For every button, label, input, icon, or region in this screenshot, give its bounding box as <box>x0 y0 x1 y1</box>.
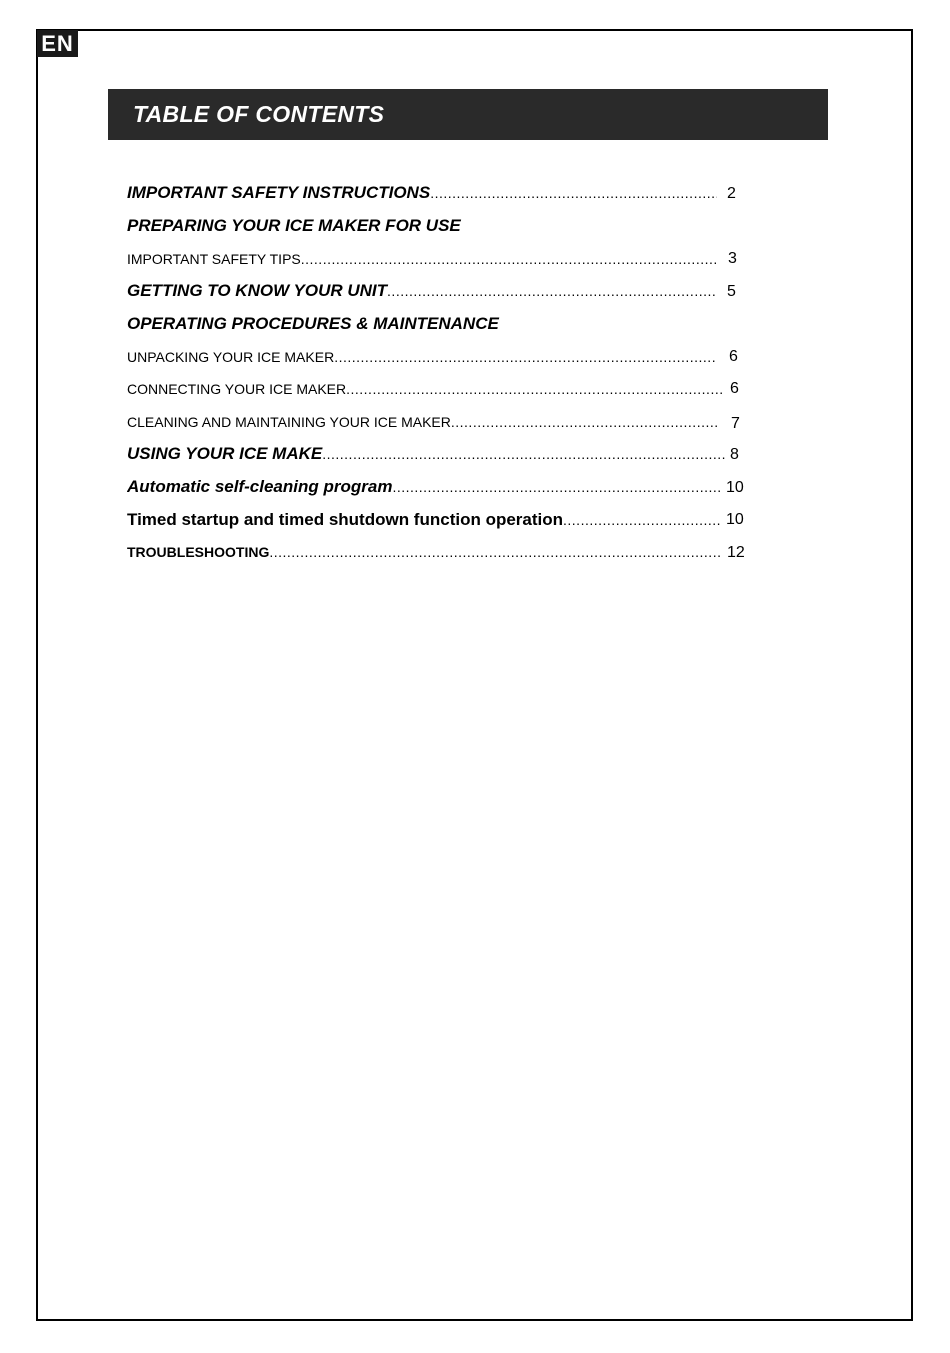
toc-entry-important-safety-instructions[interactable] <box>127 183 717 203</box>
dot-leader <box>430 185 717 201</box>
toc-entry-label: IMPORTANT SAFETY TIPS <box>127 251 301 267</box>
toc-page-number: 6 <box>730 380 739 397</box>
toc-page-number: 5 <box>727 283 736 300</box>
toc-entry-label: CONNECTING YOUR ICE MAKER <box>127 381 347 397</box>
toc-entry-connecting[interactable] <box>127 381 724 397</box>
dot-leader <box>451 414 717 430</box>
toc-page-number: 12 <box>727 544 745 561</box>
toc-entry-label: TROUBLESHOOTING <box>127 544 270 560</box>
toc-entry-self-cleaning[interactable] <box>127 477 722 497</box>
title-bar <box>108 89 828 140</box>
dot-leader <box>269 544 722 560</box>
toc-page-number: 10 <box>726 511 744 528</box>
toc-entry-getting-to-know[interactable] <box>127 281 717 301</box>
toc-page-number: 3 <box>728 250 737 267</box>
toc-section-operating[interactable]: OPERATING PROCEDURES & MAINTENANCE <box>127 314 499 333</box>
toc-page-number: 8 <box>730 446 739 463</box>
dot-leader <box>346 381 724 397</box>
toc-page-number: 6 <box>729 348 738 365</box>
toc-entry-label: CLEANING AND MAINTAINING YOUR ICE MAKER <box>127 414 451 430</box>
toc-page-number: 10 <box>726 479 744 496</box>
toc-entry-unpacking[interactable] <box>127 349 717 365</box>
toc-entry-label: UNPACKING YOUR ICE MAKER <box>127 349 335 365</box>
page-title: TABLE OF CONTENTS <box>133 101 385 127</box>
dot-leader <box>322 446 726 462</box>
toc-entry-cleaning[interactable] <box>127 414 717 430</box>
language-badge: EN <box>37 30 78 57</box>
toc-page-number: 7 <box>731 415 740 432</box>
dot-leader <box>387 283 717 299</box>
toc-section-preparing[interactable]: PREPARING YOUR ICE MAKER FOR USE <box>127 216 461 235</box>
toc-entry-troubleshooting[interactable] <box>127 544 722 560</box>
dot-leader <box>334 349 717 365</box>
toc-entry-label: GETTING TO KNOW YOUR UNIT <box>127 281 388 300</box>
toc-entry-label: IMPORTANT SAFETY INSTRUCTIONS <box>127 183 431 202</box>
toc-entry-using[interactable] <box>127 444 726 464</box>
toc-entry-label: USING YOUR ICE MAKE <box>127 444 323 463</box>
toc-entry-important-safety-tips[interactable] <box>127 251 717 267</box>
dot-leader <box>392 479 722 495</box>
toc-entry-timed-startup[interactable] <box>127 510 722 530</box>
toc-entry-label: Timed startup and timed shutdown function operation <box>127 510 564 529</box>
dot-leader <box>301 251 717 267</box>
toc-page-number: 2 <box>727 185 736 202</box>
toc-entry-label: Automatic self-cleaning program <box>127 477 393 496</box>
dot-leader <box>563 512 722 528</box>
